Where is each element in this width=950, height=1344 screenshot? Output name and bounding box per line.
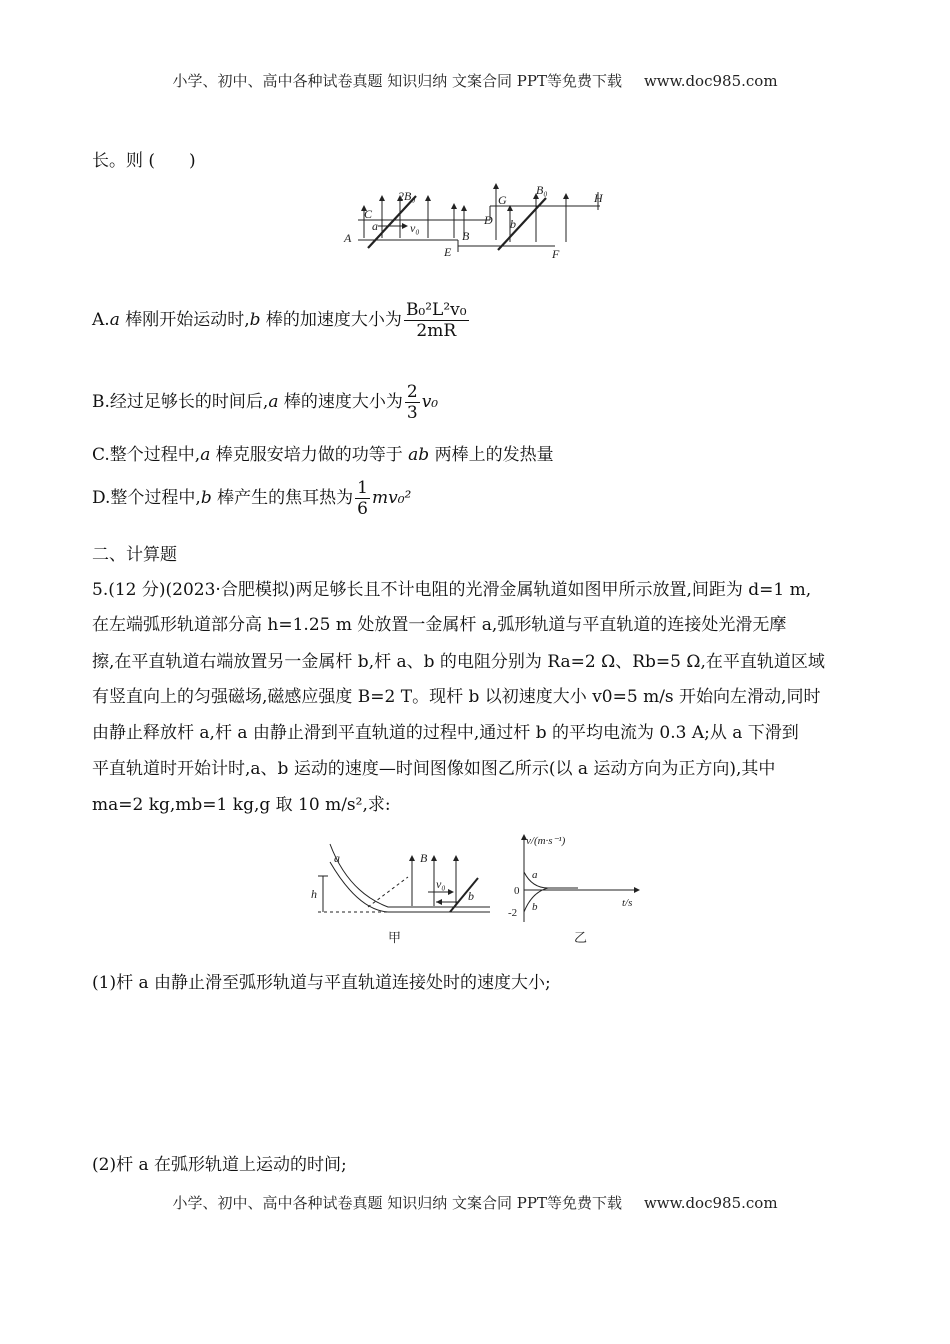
option-d-frac-num: 1 bbox=[357, 478, 368, 498]
option-c bbox=[92, 440, 554, 465]
figure-yi bbox=[508, 832, 648, 950]
option-a-text2: 棒的加速度大小为 bbox=[260, 310, 402, 330]
yi-ylabel: v/(m·s⁻¹) bbox=[526, 835, 566, 847]
option-a-frac-den: 2mR bbox=[416, 321, 457, 341]
option-d bbox=[92, 478, 411, 519]
yi-caption: 乙 bbox=[574, 930, 588, 945]
option-b-prefix: B.经过足够长的时间后, bbox=[92, 392, 269, 412]
q5-line-5: 由静止释放杆 a,杆 a 由静止滑到平直轨道的过程中,通过杆 b 的平均电流为 0.3 A;从 a 下滑到 bbox=[92, 723, 799, 743]
q4-stem-tail: 长。则 ( ) bbox=[92, 151, 196, 171]
jia-label-b: b bbox=[468, 889, 474, 903]
jia-label-v0: v₀ bbox=[436, 877, 446, 891]
footer-site: www.doc985.com bbox=[643, 1194, 778, 1212]
option-a bbox=[92, 300, 471, 341]
q5-line-2: 在左端弧形轨道部分高 h=1.25 m 处放置一金属杆 a,弧形轨道与平直轨道的连接处光滑无摩 bbox=[92, 615, 787, 635]
label-E: E bbox=[444, 245, 452, 259]
option-a-prefix: A. bbox=[92, 310, 110, 330]
label-v0: v₀ bbox=[410, 221, 420, 235]
option-a-var2: b bbox=[249, 310, 261, 330]
option-b-frac-den: 3 bbox=[406, 403, 418, 423]
section-title: 二、计算题 bbox=[92, 545, 177, 565]
option-b-frac-num: 2 bbox=[406, 382, 418, 402]
jia-caption: 甲 bbox=[388, 930, 402, 945]
jia-label-B: B bbox=[420, 851, 428, 865]
option-a-frac-num: B₀²L²v₀ bbox=[405, 300, 467, 320]
q5-line-1: 5.(12 分)(2023·合肥模拟)两足够长且不计电阻的光滑金属轨道如图甲所示放置,间距为 d=1 m, bbox=[92, 580, 812, 600]
option-d-text1: 棒产生的焦耳热为 bbox=[211, 488, 354, 508]
q5-line-3: 擦,在平直轨道右端放置另一金属杆 b,杆 a、b 的电阻分别为 Ra=2 Ω、Rb=5 Ω,在平直轨道区域 bbox=[92, 652, 825, 672]
jia-label-a: a bbox=[334, 851, 340, 865]
option-a-fraction bbox=[404, 300, 469, 341]
label-C: C bbox=[364, 207, 373, 221]
option-a-text1: 棒刚开始运动时, bbox=[119, 310, 250, 330]
label-a: a bbox=[372, 219, 378, 233]
option-b-tail: v₀ bbox=[421, 392, 439, 412]
q5-line-7: ma=2 kg,mb=1 kg,g 取 10 m/s²,求: bbox=[92, 795, 391, 815]
label-F: F bbox=[552, 247, 560, 261]
page-header bbox=[0, 70, 950, 91]
option-c-prefix: C.整个过程中, bbox=[92, 445, 201, 465]
label-A: A bbox=[344, 231, 352, 245]
label-b: b bbox=[510, 217, 516, 231]
q5-sub2: (2)杆 a 在弧形轨道上运动的时间; bbox=[92, 1155, 347, 1175]
yi-label-a: a bbox=[532, 869, 538, 881]
figure-jia bbox=[308, 832, 498, 950]
q5-line-4: 有竖直向上的匀强磁场,磁感应强度 B=2 T。现杆 b 以初速度大小 v0=5 m/s 开始向左滑动,同时 bbox=[92, 687, 821, 707]
yi-xlabel: t/s bbox=[622, 897, 633, 909]
label-2B0: 2B₀ bbox=[398, 189, 416, 203]
option-d-frac-den: 6 bbox=[357, 499, 368, 519]
option-b-text1: 棒的速度大小为 bbox=[278, 392, 403, 412]
yi-label-neg2: -2 bbox=[508, 907, 518, 919]
jia-label-h: h bbox=[311, 887, 317, 901]
footer-text: 小学、初中、高中各种试卷真题 知识归纳 文案合同 PPT等免费下载 bbox=[172, 1194, 622, 1212]
option-d-fraction bbox=[355, 478, 370, 519]
label-H: H bbox=[594, 191, 603, 205]
option-d-var1: b bbox=[200, 488, 212, 508]
option-d-prefix: D.整个过程中, bbox=[92, 488, 201, 508]
option-c-var2: ab bbox=[408, 445, 430, 465]
label-D: D bbox=[484, 213, 493, 227]
label-B: B bbox=[462, 229, 470, 243]
header-site: www.doc985.com bbox=[643, 72, 778, 90]
page-footer bbox=[0, 1192, 950, 1213]
header-text: 小学、初中、高中各种试卷真题 知识归纳 文案合同 PPT等免费下载 bbox=[172, 72, 622, 90]
option-d-tail: mv₀² bbox=[371, 488, 412, 508]
yi-label-0: 0 bbox=[514, 885, 520, 897]
yi-label-b: b bbox=[532, 901, 538, 913]
option-c-text1: 棒克服安培力做的功等于 bbox=[210, 445, 409, 465]
label-B0: B₀ bbox=[536, 183, 548, 197]
option-b-var1: a bbox=[268, 392, 279, 412]
option-a-var1: a bbox=[109, 310, 120, 330]
label-G: G bbox=[498, 193, 507, 207]
q5-sub1: (1)杆 a 由静止滑至弧形轨道与平直轨道连接处时的速度大小; bbox=[92, 973, 551, 993]
q4-rail-figure bbox=[340, 180, 610, 262]
option-c-text2: 两棒上的发热量 bbox=[429, 445, 554, 465]
option-b bbox=[92, 382, 438, 423]
option-c-var1: a bbox=[200, 445, 211, 465]
q5-line-6: 平直轨道时开始计时,a、b 运动的速度—时间图像如图乙所示(以 a 运动方向为正方向),其中 bbox=[92, 759, 776, 779]
option-b-fraction bbox=[405, 382, 420, 423]
